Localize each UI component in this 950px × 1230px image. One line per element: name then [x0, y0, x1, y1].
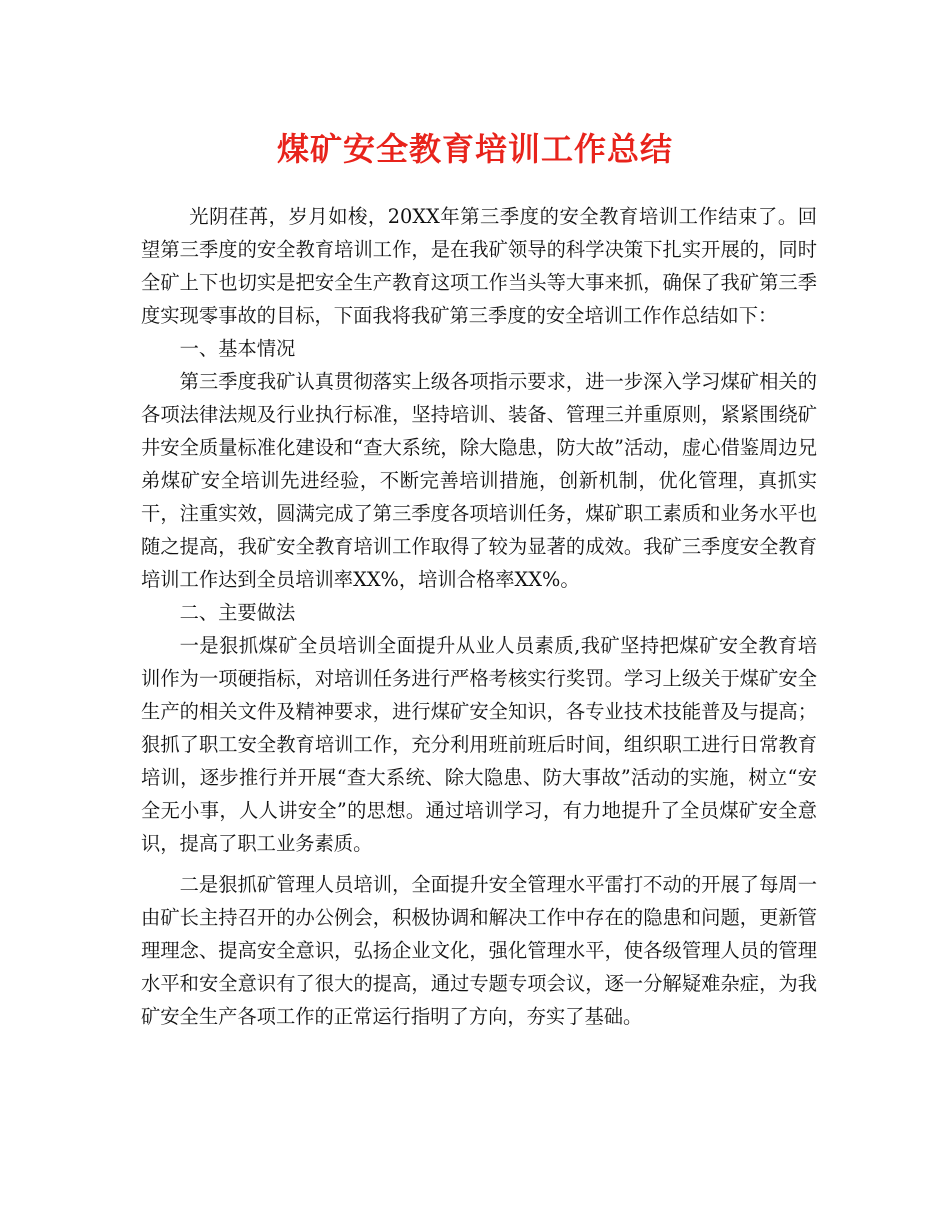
intro-paragraph: 光阴荏苒，岁月如梭，20XX年第三季度的安全教育培训工作结束了。回望第三季度的安全教育培训工作，是在我矿领导的科学决策下扎实开展的，同时全矿上下也切实是把安全生产教育这项工作当头等大事来抓，确保了我矿第三季度实现零事故的目标，下面我将我矿第三季度的安全培训工作作总结如下：: [141, 205, 817, 327]
method-paragraph-1: 一是狠抓煤矿全员培训全面提升从业人员素质,我矿坚持把煤矿安全教育培训作为一项硬指标，对培训任务进行严格考核实行奖罚。学习上级关于煤矿安全生产的相关文件及精神要求，进行煤矿安全知识，各专业技术技能普及与提高；狠抓了职工安全教育培训工作，充分利用班前班后时间，组织职工进行日常教育培训，逐步推行并开展“查大系统、除大隐患、防大事故”活动的实施，树立“安全无小事，人人讲安全”的思想。通过培训学习，有力地提升了全员煤矿安全意识，提高了职工业务素质。: [141, 634, 817, 855]
section-heading-methods: 二、主要做法: [179, 601, 296, 624]
basic-situation-paragraph: 第三季度我矿认真贯彻落实上级各项指示要求，进一步深入学习煤矿相关的各项法律法规及行业执行标准，坚持培训、装备、管理三并重原则，紧紧围绕矿井安全质量标准化建设和“查大系统，除大隐患，防大故”活动，虚心借鉴周边兄弟煤矿安全培训先进经验，不断完善培训措施，创新机制，优化管理，真抓实干，注重实效，圆满完成了第三季度各项培训任务，煤矿职工素质和业务水平也随之提高，我矿安全教育培训工作取得了较为显著的成效。我矿三季度安全教育培训工作达到全员培训率XX%，培训合格率XX%。: [141, 370, 817, 591]
method-paragraph-2: 二是狠抓矿管理人员培训，全面提升安全管理水平雷打不动的开展了每周一由矿长主持召开的办公例会，积极协调和解决工作中存在的隐患和问题，更新管理理念、提高安全意识，弘扬企业文化，强化管理水平，使各级管理人员的管理水平和安全意识有了很大的提高，通过专题专项会议，逐一分解疑难杂症，为我矿安全生产各项工作的正常运行指明了方向，夯实了基础。: [141, 873, 817, 1028]
document-body: [141, 200, 817, 1033]
section-heading-basic: 一、基本情况: [179, 337, 296, 360]
document-title: 煤矿安全教育培训工作总结: [276, 130, 673, 168]
